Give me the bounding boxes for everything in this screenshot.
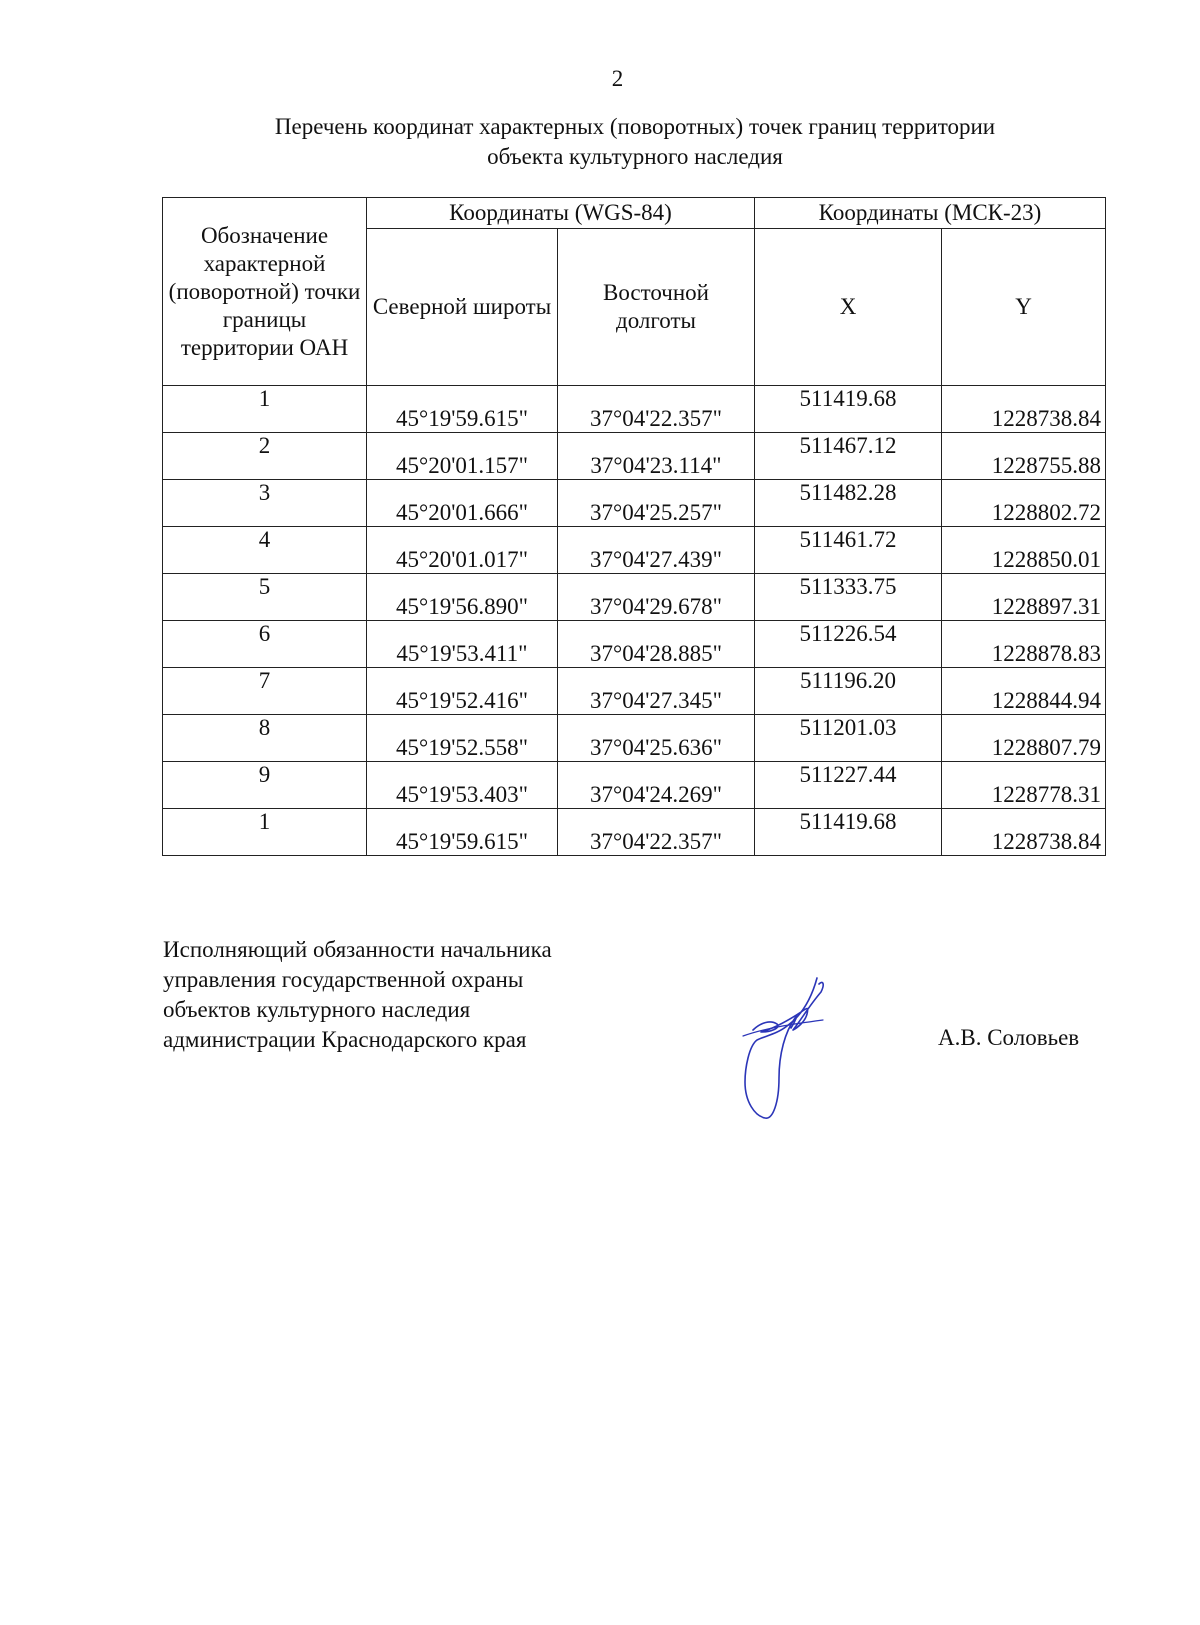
table-row: [163, 621, 1106, 668]
cell-point: 4: [163, 527, 367, 574]
cell-latitude: 45°19'59.615": [367, 809, 558, 856]
cell-y: 1228738.84: [942, 809, 1106, 856]
cell-point: 8: [163, 715, 367, 762]
coordinates-table: [162, 197, 1106, 856]
cell-y: 1228738.84: [942, 386, 1106, 433]
table-row: [163, 668, 1106, 715]
cell-x: 511467.12: [755, 433, 942, 480]
table-row: [163, 433, 1106, 480]
page-number: 2: [611, 66, 624, 91]
table-row: [163, 809, 1106, 856]
cell-latitude: 45°19'52.558": [367, 715, 558, 762]
header-y: Y: [942, 229, 1106, 386]
cell-x: 511227.44: [755, 762, 942, 809]
cell-point: 7: [163, 668, 367, 715]
cell-point: 2: [163, 433, 367, 480]
cell-latitude: 45°19'53.411": [367, 621, 558, 668]
document-title-line-1: Перечень координат характерных (поворотных) точек границ территории: [274, 114, 996, 139]
cell-longitude: 37°04'25.257": [558, 480, 755, 527]
signer-position-line-4: администрации Краснодарского края: [163, 1027, 527, 1052]
cell-latitude: 45°20'01.666": [367, 480, 558, 527]
table-header-row: [163, 198, 1106, 229]
cell-y: 1228802.72: [942, 480, 1106, 527]
signature-stroke: [745, 978, 823, 1118]
cell-latitude: 45°20'01.157": [367, 433, 558, 480]
handwritten-signature: [735, 970, 855, 1130]
cell-y: 1228878.83: [942, 621, 1106, 668]
cell-point: 1: [163, 386, 367, 433]
cell-longitude: 37°04'22.357": [558, 386, 755, 433]
cell-longitude: 37°04'27.439": [558, 527, 755, 574]
cell-x: 511461.72: [755, 527, 942, 574]
signer-position-line-2: управления государственной охраны: [163, 967, 524, 992]
cell-longitude: 37°04'28.885": [558, 621, 755, 668]
header-longitude: Восточной долготы: [558, 229, 755, 386]
table-row: [163, 762, 1106, 809]
cell-longitude: 37°04'22.357": [558, 809, 755, 856]
header-x: X: [755, 229, 942, 386]
cell-longitude: 37°04'24.269": [558, 762, 755, 809]
cell-x: 511201.03: [755, 715, 942, 762]
header-wgs84: Координаты (WGS-84): [367, 198, 755, 229]
document-title-line-2: объекта культурного наследия: [487, 144, 783, 169]
table-row: [163, 480, 1106, 527]
header-msk23: Координаты (МСК-23): [755, 198, 1106, 229]
table-row: [163, 386, 1106, 433]
signer-name: А.В. Соловьев: [938, 1025, 1080, 1050]
table-row: [163, 527, 1106, 574]
cell-longitude: 37°04'25.636": [558, 715, 755, 762]
signer-position: [163, 935, 552, 1055]
cell-point: 1: [163, 809, 367, 856]
cell-point: 5: [163, 574, 367, 621]
cell-x: 511333.75: [755, 574, 942, 621]
table-row: [163, 574, 1106, 621]
table-row: [163, 715, 1106, 762]
cell-x: 511196.20: [755, 668, 942, 715]
cell-latitude: 45°19'52.416": [367, 668, 558, 715]
cell-y: 1228807.79: [942, 715, 1106, 762]
signer-position-line-1: Исполняющий обязанности начальника: [163, 937, 552, 962]
cell-y: 1228897.31: [942, 574, 1106, 621]
cell-y: 1228778.31: [942, 762, 1106, 809]
cell-y: 1228850.01: [942, 527, 1106, 574]
header-latitude: Северной широты: [367, 229, 558, 386]
cell-latitude: 45°19'59.615": [367, 386, 558, 433]
cell-latitude: 45°19'53.403": [367, 762, 558, 809]
document-title: [170, 112, 1100, 172]
cell-latitude: 45°19'56.890": [367, 574, 558, 621]
cell-longitude: 37°04'27.345": [558, 668, 755, 715]
cell-y: 1228755.88: [942, 433, 1106, 480]
header-point: Обозначение характерной (поворотной) точки границы территории ОАН: [163, 198, 367, 386]
cell-x: 511482.28: [755, 480, 942, 527]
cell-latitude: 45°20'01.017": [367, 527, 558, 574]
signer-position-line-3: объектов культурного наследия: [163, 997, 471, 1022]
cell-x: 511226.54: [755, 621, 942, 668]
cell-longitude: 37°04'23.114": [558, 433, 755, 480]
cell-y: 1228844.94: [942, 668, 1106, 715]
cell-point: 3: [163, 480, 367, 527]
cell-longitude: 37°04'29.678": [558, 574, 755, 621]
cell-point: 9: [163, 762, 367, 809]
cell-x: 511419.68: [755, 809, 942, 856]
cell-x: 511419.68: [755, 386, 942, 433]
cell-point: 6: [163, 621, 367, 668]
